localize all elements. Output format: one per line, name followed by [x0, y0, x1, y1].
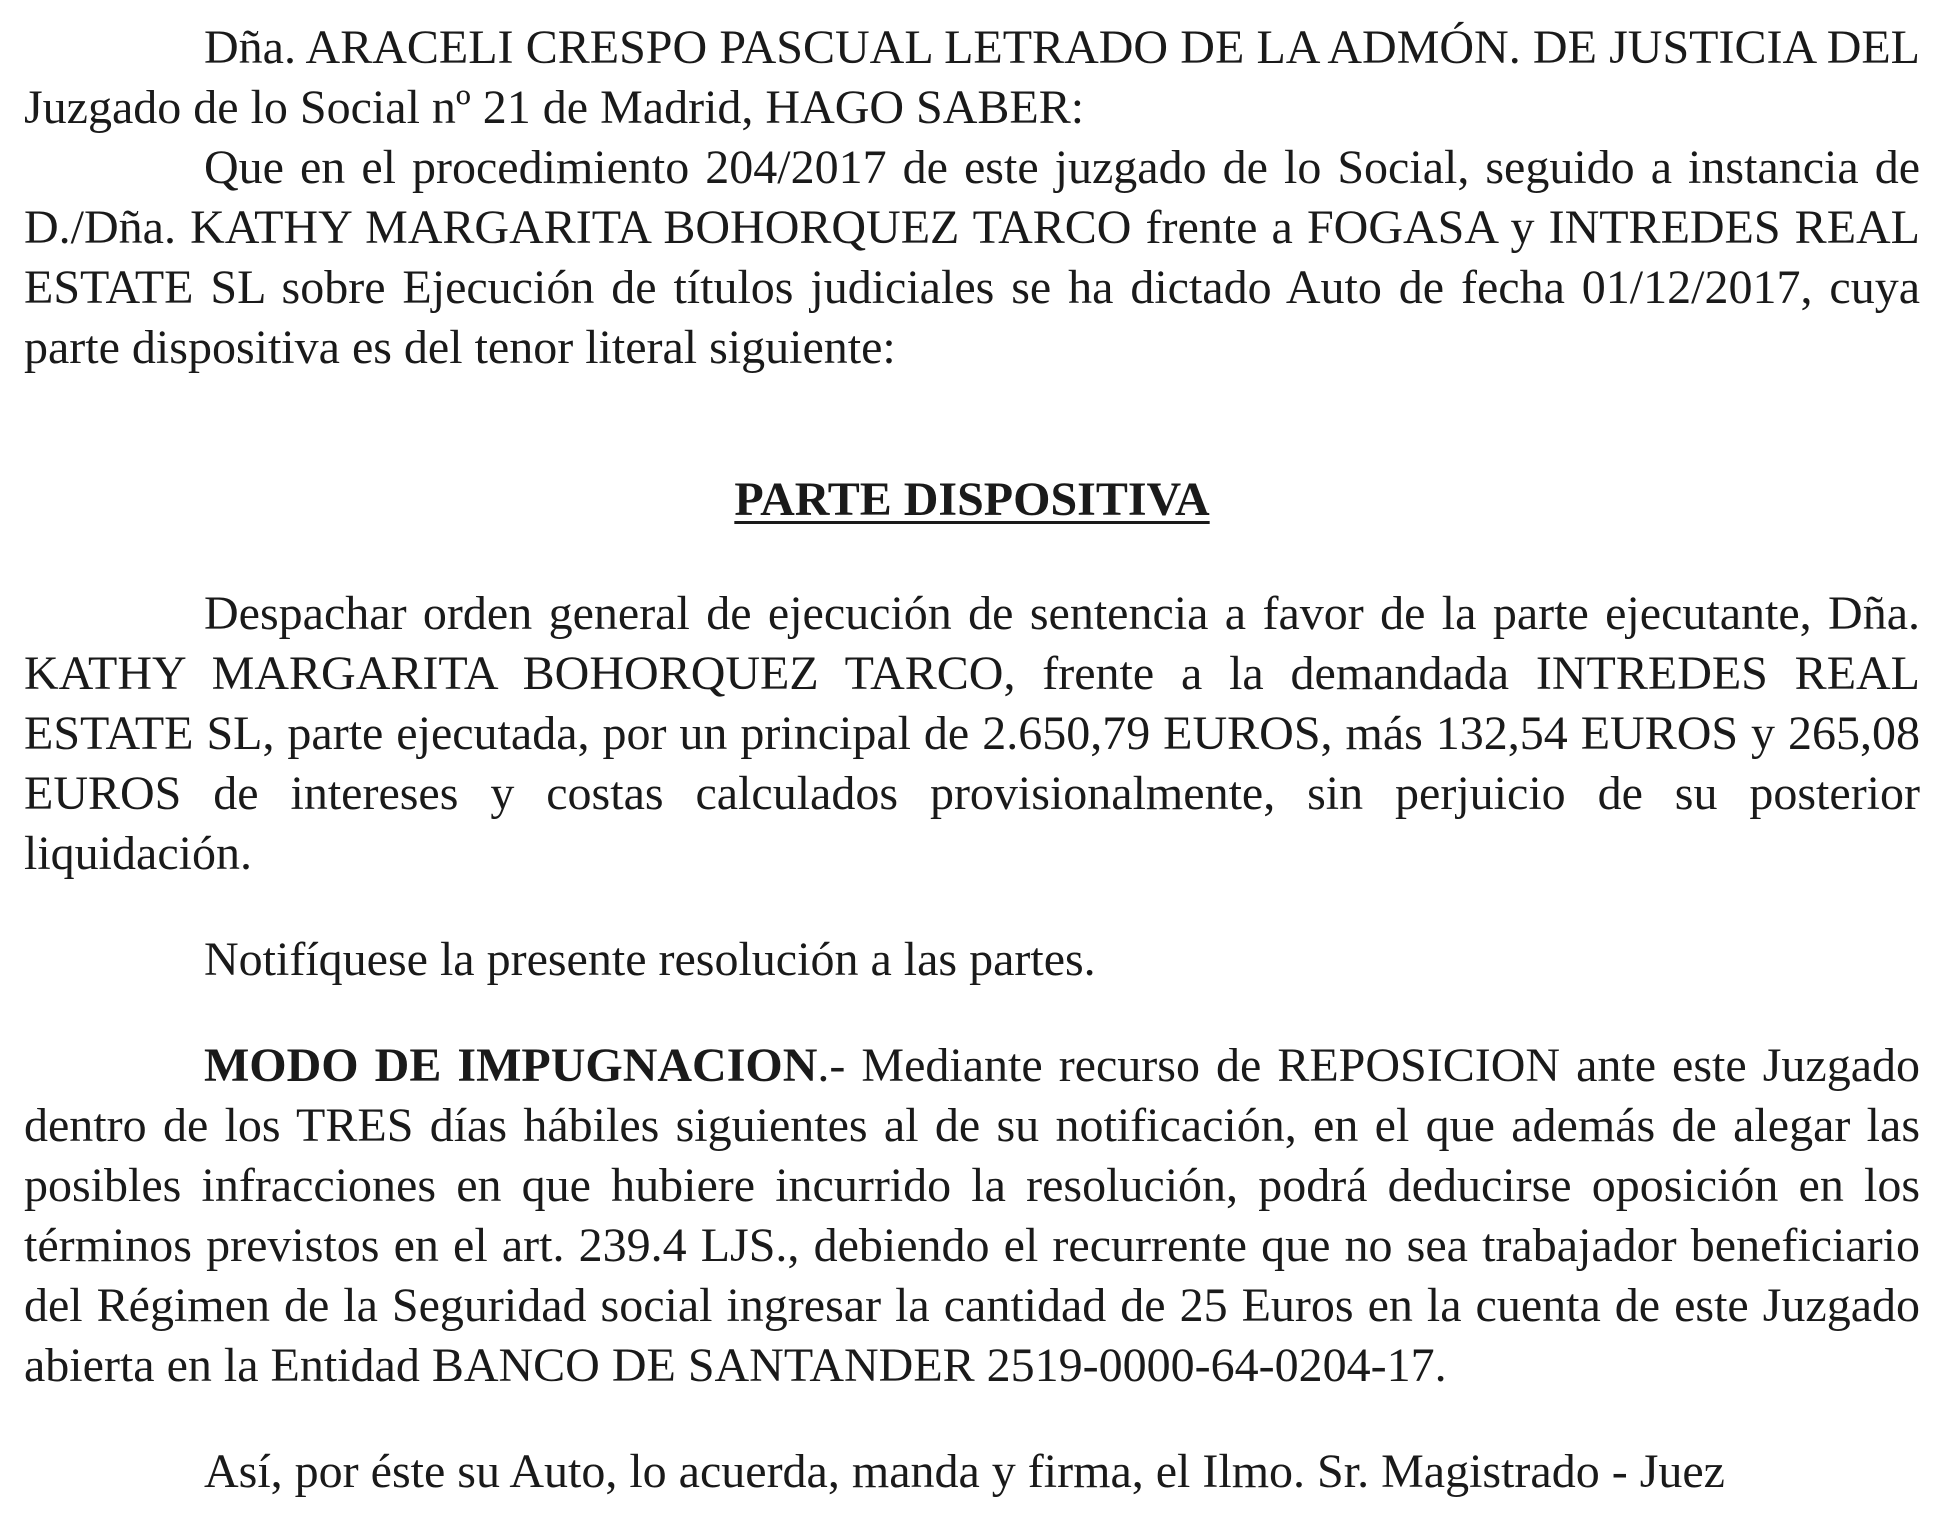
impugnation-text: .- Mediante recurso de REPOSICION ante este Juzgado dentro de los TRES días hábiles siguientes al de su notificación, en el que además de alegar las posibles infracciones en que hubiere incurrido la resolución, podrá deducirse oposición en los términos previstos en el art. 239.4 LJS., debiendo el recurrente que no sea trabajador beneficiario del Régimen de la Seguridad social ingresar la cantidad de 25 Euros en la cuenta de este Juzgado abierta en la Entidad BANCO DE SANTANDER 2519-0000-64-0204-17.	[24, 1039, 1921, 1392]
spacer	[24, 884, 1920, 930]
spacer	[24, 530, 1920, 584]
document-page	[24, 18, 1920, 1502]
intro-heading-paragraph: Dña. ARACELI CRESPO PASCUAL LETRADO DE LA ADMÓN. DE JUSTICIA DEL Juzgado de lo Social nº 21 de Madrid, HAGO SABER:	[24, 21, 1920, 134]
notification-paragraph: Notifíquese la presente resolución a las partes.	[204, 933, 1096, 986]
dispositive-paragraph: Despachar orden general de ejecución de sentencia a favor de la parte ejecutante, Dña. KATHY MARGARITA BOHORQUEZ TARCO, frente a la demandada INTREDES REAL ESTATE SL, parte ejecutada, por un principal de 2.650,79 EUROS, más 132,54 EUROS y 265,08 EUROS de intereses y costas calculados provisionalmente, sin perjuicio de su posterior liquidación.	[24, 587, 1920, 880]
spacer	[24, 990, 1920, 1036]
spacer	[24, 1396, 1920, 1442]
closing-paragraph: Así, por éste su Auto, lo acuerda, manda y firma, el Ilmo. Sr. Magistrado - Juez	[204, 1445, 1725, 1498]
section-heading: PARTE DISPOSITIVA	[734, 473, 1210, 526]
impugnation-label: MODO DE IMPUGNACION	[204, 1039, 818, 1092]
intro-paragraph: Que en el procedimiento 204/2017 de este juzgado de lo Social, seguido a instancia de D./Dña. KATHY MARGARITA BOHORQUEZ TARCO frente a FOGASA y INTREDES REAL ESTATE SL sobre Ejecución de títulos judiciales se ha dictado Auto de fecha 01/12/2017, cuya parte dispositiva es del tenor literal siguiente:	[24, 141, 1920, 374]
spacer	[24, 378, 1920, 470]
impugnation-paragraph	[24, 1036, 1920, 1396]
